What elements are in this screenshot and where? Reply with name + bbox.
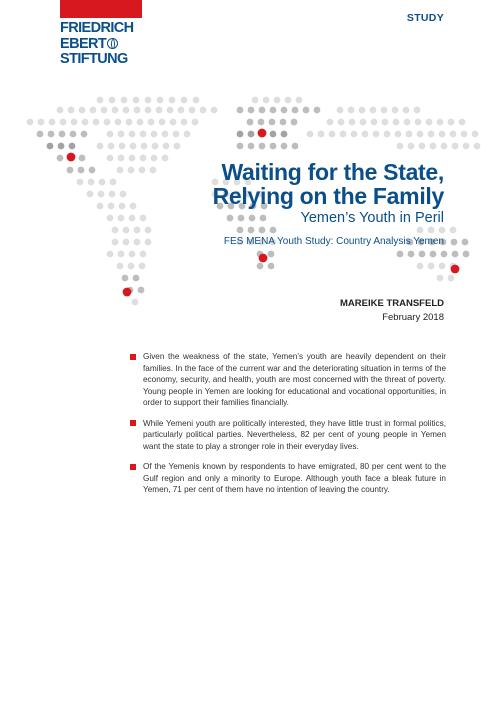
map-dot bbox=[104, 119, 111, 126]
map-dot bbox=[384, 131, 391, 138]
bullet-square-icon bbox=[130, 420, 136, 426]
map-dot bbox=[134, 227, 141, 234]
map-dot bbox=[89, 167, 96, 174]
map-dot bbox=[451, 239, 458, 246]
map-dot bbox=[139, 167, 146, 174]
map-dot bbox=[281, 107, 288, 114]
map-dot bbox=[260, 215, 267, 222]
map-dot bbox=[461, 131, 468, 138]
map-dot bbox=[259, 227, 266, 234]
map-dot bbox=[159, 119, 166, 126]
map-dot bbox=[117, 263, 124, 270]
map-dot bbox=[281, 143, 288, 150]
map-dot bbox=[88, 179, 95, 186]
map-dot bbox=[227, 215, 234, 222]
map-dot bbox=[237, 107, 244, 114]
map-dot bbox=[437, 275, 444, 282]
document-type-label: STUDY bbox=[406, 12, 444, 24]
map-dot bbox=[303, 107, 310, 114]
map-dot bbox=[99, 179, 106, 186]
map-dot bbox=[79, 155, 86, 162]
map-dot bbox=[359, 107, 366, 114]
map-dot bbox=[140, 131, 147, 138]
map-dot bbox=[81, 131, 88, 138]
map-dot bbox=[415, 119, 422, 126]
map-dot bbox=[360, 119, 367, 126]
map-dot bbox=[237, 131, 244, 138]
map-dot bbox=[252, 97, 259, 104]
map-dot bbox=[463, 251, 470, 258]
map-dot bbox=[118, 131, 125, 138]
map-dot bbox=[133, 275, 140, 282]
map-dot bbox=[128, 167, 135, 174]
map-dot bbox=[237, 227, 244, 234]
map-dot bbox=[97, 97, 104, 104]
fes-logo bbox=[60, 21, 152, 68]
map-dot bbox=[462, 239, 469, 246]
map-dot bbox=[248, 227, 255, 234]
map-dot bbox=[38, 119, 45, 126]
map-dot bbox=[419, 143, 426, 150]
map-dot bbox=[417, 263, 424, 270]
map-dot bbox=[439, 131, 446, 138]
map-dot bbox=[90, 107, 97, 114]
title-line-1: Waiting for the State, bbox=[221, 159, 444, 185]
map-dot bbox=[107, 131, 114, 138]
map-dot bbox=[69, 143, 76, 150]
map-dot bbox=[329, 131, 336, 138]
map-dot bbox=[78, 167, 85, 174]
map-dot bbox=[67, 153, 76, 162]
map-dot bbox=[112, 227, 119, 234]
map-dot bbox=[237, 143, 244, 150]
map-dot bbox=[87, 191, 94, 198]
map-dot bbox=[452, 143, 459, 150]
map-dot bbox=[397, 251, 404, 258]
map-dot bbox=[48, 131, 55, 138]
map-dot bbox=[129, 215, 136, 222]
map-dot bbox=[406, 131, 413, 138]
map-dot bbox=[314, 107, 321, 114]
map-dot bbox=[430, 143, 437, 150]
map-dot bbox=[373, 131, 380, 138]
map-dot bbox=[152, 143, 159, 150]
map-dot bbox=[93, 119, 100, 126]
map-dot bbox=[49, 119, 56, 126]
map-dot bbox=[437, 119, 444, 126]
logo-line-1: FRIEDRICH bbox=[60, 20, 134, 36]
map-dot bbox=[101, 107, 108, 114]
map-dot bbox=[47, 143, 54, 150]
map-dot bbox=[318, 131, 325, 138]
map-dot bbox=[132, 299, 139, 306]
map-dot bbox=[118, 215, 125, 222]
map-dot bbox=[259, 107, 266, 114]
map-dot bbox=[257, 263, 264, 270]
map-dot bbox=[118, 155, 125, 162]
map-dot bbox=[414, 107, 421, 114]
map-dot bbox=[134, 107, 141, 114]
map-dot bbox=[428, 131, 435, 138]
map-dot bbox=[138, 287, 145, 294]
map-dot bbox=[59, 131, 66, 138]
map-dot bbox=[107, 251, 114, 258]
map-dot bbox=[163, 143, 170, 150]
map-dot bbox=[107, 215, 114, 222]
map-dot bbox=[71, 119, 78, 126]
map-dot bbox=[68, 107, 75, 114]
map-dot bbox=[27, 119, 34, 126]
page-title bbox=[213, 160, 444, 208]
map-dot bbox=[156, 107, 163, 114]
map-dot bbox=[408, 143, 415, 150]
map-dot bbox=[130, 143, 137, 150]
map-dot bbox=[397, 143, 404, 150]
map-dot bbox=[249, 215, 256, 222]
map-dot bbox=[448, 119, 455, 126]
map-dot bbox=[439, 263, 446, 270]
map-dot bbox=[121, 97, 128, 104]
map-dot bbox=[122, 275, 129, 282]
map-dot bbox=[184, 131, 191, 138]
map-dot bbox=[151, 155, 158, 162]
map-dot bbox=[211, 107, 218, 114]
map-dot bbox=[450, 227, 457, 234]
map-dot bbox=[291, 119, 298, 126]
map-dot bbox=[140, 155, 147, 162]
map-dot bbox=[110, 179, 117, 186]
map-dot bbox=[192, 119, 199, 126]
map-dot bbox=[248, 107, 255, 114]
map-dot bbox=[439, 227, 446, 234]
map-dot bbox=[140, 215, 147, 222]
map-dot bbox=[123, 239, 130, 246]
map-dot bbox=[259, 254, 268, 263]
map-dot bbox=[270, 227, 277, 234]
map-dot bbox=[77, 179, 84, 186]
map-dot bbox=[126, 119, 133, 126]
map-dot bbox=[451, 265, 460, 274]
map-dot bbox=[263, 97, 270, 104]
map-dot bbox=[123, 107, 130, 114]
map-dot bbox=[248, 143, 255, 150]
map-dot bbox=[281, 131, 288, 138]
map-dot bbox=[57, 155, 64, 162]
summary-item: Given the weakness of the state, Yemen’s youth are heavily dependent on their families. In the face of the current war and the deteriorating situation in terms of the economy, security, and health, youth are most concerned with the threat of poverty. Young people in Yemen are looking for educational and vocational opportunities, in order to support their families financially. bbox=[130, 351, 446, 409]
globe-icon bbox=[107, 38, 118, 49]
map-dot bbox=[395, 131, 402, 138]
summary-list bbox=[130, 351, 446, 505]
map-dot bbox=[307, 131, 314, 138]
map-dot bbox=[362, 131, 369, 138]
logo-line-2: EBERT bbox=[60, 37, 152, 53]
map-dot bbox=[150, 167, 157, 174]
map-dot bbox=[145, 239, 152, 246]
map-dot bbox=[270, 107, 277, 114]
map-dot bbox=[370, 107, 377, 114]
map-dot bbox=[145, 107, 152, 114]
map-dot bbox=[79, 107, 86, 114]
map-dot bbox=[134, 239, 141, 246]
map-dot bbox=[137, 119, 144, 126]
bullet-square-icon bbox=[130, 354, 136, 360]
map-dot bbox=[472, 131, 479, 138]
map-dot bbox=[133, 97, 140, 104]
map-dot bbox=[189, 107, 196, 114]
map-dot bbox=[97, 143, 104, 150]
map-dot bbox=[129, 131, 136, 138]
map-dot bbox=[247, 119, 254, 126]
map-dot bbox=[119, 203, 126, 210]
map-dot bbox=[430, 251, 437, 258]
map-dot bbox=[37, 131, 44, 138]
map-dot bbox=[428, 227, 435, 234]
map-dot bbox=[120, 191, 127, 198]
map-dot bbox=[123, 227, 130, 234]
map-dot bbox=[428, 263, 435, 270]
map-dot bbox=[393, 119, 400, 126]
map-dot bbox=[112, 239, 119, 246]
map-dot bbox=[474, 143, 481, 150]
map-dot bbox=[174, 143, 181, 150]
map-dot bbox=[280, 119, 287, 126]
map-dot bbox=[157, 97, 164, 104]
map-dot bbox=[145, 227, 152, 234]
map-dot bbox=[408, 251, 415, 258]
map-dot bbox=[167, 107, 174, 114]
map-dot bbox=[403, 107, 410, 114]
map-dot bbox=[426, 119, 433, 126]
map-dot bbox=[248, 131, 255, 138]
map-dot bbox=[459, 119, 466, 126]
publication-date: February 2018 bbox=[382, 312, 444, 323]
map-dot bbox=[270, 143, 277, 150]
map-dot bbox=[130, 203, 137, 210]
map-dot bbox=[108, 203, 115, 210]
subtitle: Yemen’s Youth in Peril bbox=[300, 210, 444, 226]
map-dot bbox=[258, 129, 267, 138]
map-dot bbox=[417, 131, 424, 138]
map-dot bbox=[70, 131, 77, 138]
map-dot bbox=[381, 107, 388, 114]
map-dot bbox=[463, 143, 470, 150]
map-dot bbox=[351, 131, 358, 138]
map-dot bbox=[337, 107, 344, 114]
map-dot bbox=[371, 119, 378, 126]
title-line-2: Relying on the Family bbox=[212, 183, 444, 209]
map-dot bbox=[269, 119, 276, 126]
map-dot bbox=[340, 131, 347, 138]
map-dot bbox=[181, 97, 188, 104]
map-dot bbox=[115, 119, 122, 126]
map-dot bbox=[129, 251, 136, 258]
map-dot bbox=[169, 97, 176, 104]
bullet-square-icon bbox=[130, 464, 136, 470]
map-dot bbox=[58, 143, 65, 150]
map-dot bbox=[441, 143, 448, 150]
map-dot bbox=[60, 119, 67, 126]
map-dot bbox=[148, 119, 155, 126]
map-dot bbox=[173, 131, 180, 138]
map-dot bbox=[57, 107, 64, 114]
map-dot bbox=[452, 251, 459, 258]
map-dot bbox=[108, 143, 115, 150]
map-dot bbox=[417, 227, 424, 234]
map-dot bbox=[348, 107, 355, 114]
map-dot bbox=[118, 251, 125, 258]
map-dot bbox=[419, 251, 426, 258]
map-dot bbox=[181, 119, 188, 126]
map-dot bbox=[285, 97, 292, 104]
map-dot bbox=[117, 167, 124, 174]
map-dot bbox=[270, 131, 277, 138]
map-dot bbox=[392, 107, 399, 114]
map-dot bbox=[274, 97, 281, 104]
map-dot bbox=[97, 203, 104, 210]
map-dot bbox=[296, 97, 303, 104]
map-dot bbox=[258, 119, 265, 126]
map-dot bbox=[98, 191, 105, 198]
map-dot bbox=[382, 119, 389, 126]
map-dot bbox=[107, 155, 114, 162]
map-dot bbox=[448, 275, 455, 282]
map-dot bbox=[338, 119, 345, 126]
map-dot bbox=[327, 119, 334, 126]
map-dot bbox=[259, 143, 266, 150]
map-dot bbox=[178, 107, 185, 114]
map-dot bbox=[139, 263, 146, 270]
map-dot bbox=[145, 97, 152, 104]
map-dot bbox=[404, 119, 411, 126]
map-dot bbox=[238, 215, 245, 222]
map-dot bbox=[109, 191, 116, 198]
map-dot bbox=[109, 97, 116, 104]
map-dot bbox=[82, 119, 89, 126]
map-dot bbox=[119, 143, 126, 150]
map-dot bbox=[200, 107, 207, 114]
map-dot bbox=[349, 119, 356, 126]
map-dot bbox=[128, 263, 135, 270]
map-dot bbox=[67, 167, 74, 174]
map-dot bbox=[162, 131, 169, 138]
map-dot bbox=[268, 251, 275, 258]
map-dot bbox=[441, 251, 448, 258]
series-label: FES MENA Youth Study: Country Analysis Yemen bbox=[223, 236, 444, 247]
brand-red-bar bbox=[60, 0, 142, 18]
map-dot bbox=[292, 143, 299, 150]
map-dot bbox=[292, 107, 299, 114]
map-dot bbox=[268, 263, 275, 270]
map-dot bbox=[112, 107, 119, 114]
map-dot bbox=[162, 155, 169, 162]
summary-item: Of the Yemenis known by respondents to have emigrated, 80 per cent went to the Gulf region and only a minority to Europe. Although youth face a bleak future in Yemen, 71 per cent of them have no intention of leaving the country. bbox=[130, 461, 446, 496]
map-dot bbox=[450, 131, 457, 138]
map-dot bbox=[123, 288, 132, 297]
author-name: MAREIKE TRANSFELD bbox=[340, 298, 444, 309]
logo-line-3: STIFTUNG bbox=[60, 51, 128, 67]
map-dot bbox=[170, 119, 177, 126]
map-dot bbox=[151, 131, 158, 138]
map-dot bbox=[129, 155, 136, 162]
map-dot bbox=[141, 143, 148, 150]
map-dot bbox=[193, 97, 200, 104]
map-dot bbox=[140, 251, 147, 258]
summary-item: While Yemeni youth are politically interested, they have little trust in formal politics, particularly political parties. Nevertheless, 82 per cent of young people in Yemen want the state to play a stronger role in their everyday lives. bbox=[130, 418, 446, 453]
